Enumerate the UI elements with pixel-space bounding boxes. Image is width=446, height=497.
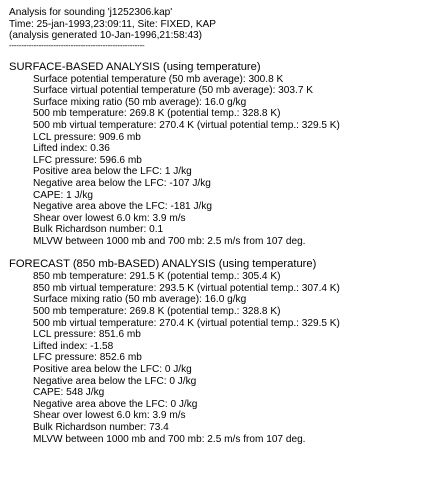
spacer [9, 247, 443, 258]
report-title: Analysis for sounding 'j1252306.kap' [9, 7, 173, 18]
forecast-line: MLVW between 1000 mb and 700 mb: 2.5 m/s from 107 deg. [33, 433, 306, 445]
surface-line: 500 mb virtual temperature: 270.4 K (virtual potential temp.: 329.5 K) [33, 119, 340, 131]
surface-line: LFC pressure: 596.6 mb [33, 154, 142, 166]
forecast-line: 500 mb temperature: 269.8 K (potential temp.: 328.8 K) [33, 306, 281, 318]
surface-line: Surface mixing ratio (50 mb average): 16.0 g/kg [33, 96, 247, 108]
surface-line: CAPE: 1 J/kg [33, 189, 94, 201]
forecast-line: Bulk Richardson number: 73.4 [33, 422, 169, 433]
report-time: Time: 25-jan-1993,23:09:11, Site: FIXED, KAP [9, 18, 217, 30]
header-separator: ------------------------------------------------------- [9, 41, 145, 50]
forecast-line: 500 mb virtual temperature: 270.4 K (virtual potential temp.: 329.5 K) [33, 317, 340, 329]
surface-line: LCL pressure: 909.6 mb [33, 131, 141, 143]
forecast-section-lines [9, 271, 443, 445]
forecast-line: 850 mb virtual temperature: 293.5 K (virtual potential temp.: 307.4 K) [33, 282, 340, 294]
forecast-section-title: FORECAST (850 mb-BASED) ANALYSIS (using temperature) [9, 258, 317, 271]
surface-line: Shear over lowest 6.0 km: 3.9 m/s [33, 212, 186, 224]
surface-section-title: SURFACE-BASED ANALYSIS (using temperature) [9, 60, 261, 73]
surface-section-lines [9, 74, 443, 248]
forecast-line: Positive area below the LFC: 0 J/kg [33, 364, 192, 376]
forecast-line: Surface mixing ratio (50 mb average): 16.0 g/kg [33, 294, 247, 306]
forecast-line: Lifted index: -1.58 [33, 340, 114, 352]
surface-line: Surface potential temperature (50 mb average): 300.8 K [33, 73, 284, 85]
forecast-line: LFC pressure: 852.6 mb [33, 352, 142, 364]
forecast-line: Shear over lowest 6.0 km: 3.9 m/s [33, 410, 186, 422]
spacer [9, 50, 443, 61]
forecast-line: 850 mb temperature: 291.5 K (potential temp.: 305.4 K) [33, 271, 281, 283]
surface-line: Bulk Richardson number: 0.1 [33, 224, 164, 236]
forecast-line: Negative area above the LFC: 0 J/kg [33, 398, 198, 410]
surface-line: Negative area below the LFC: -107 J/kg [33, 177, 211, 189]
surface-line: MLVW between 1000 mb and 700 mb: 2.5 m/s from 107 deg. [33, 235, 306, 247]
report-generated: (analysis generated 10-Jan-1996,21:58:43) [9, 30, 203, 42]
sounding-report [9, 7, 443, 445]
surface-line: Lifted index: 0.36 [33, 143, 110, 155]
surface-line: Positive area below the LFC: 1 J/kg [33, 166, 192, 178]
surface-line: Negative area above the LFC: -181 J/kg [33, 201, 212, 213]
surface-line: Surface virtual potential temperature (50 mb average): 303.7 K [33, 85, 313, 97]
forecast-line: CAPE: 548 J/kg [33, 387, 105, 399]
forecast-line: Negative area below the LFC: 0 J/kg [33, 375, 197, 387]
forecast-line: LCL pressure: 851.6 mb [33, 329, 141, 341]
surface-line: 500 mb temperature: 269.8 K (potential temp.: 328.8 K) [33, 108, 281, 120]
